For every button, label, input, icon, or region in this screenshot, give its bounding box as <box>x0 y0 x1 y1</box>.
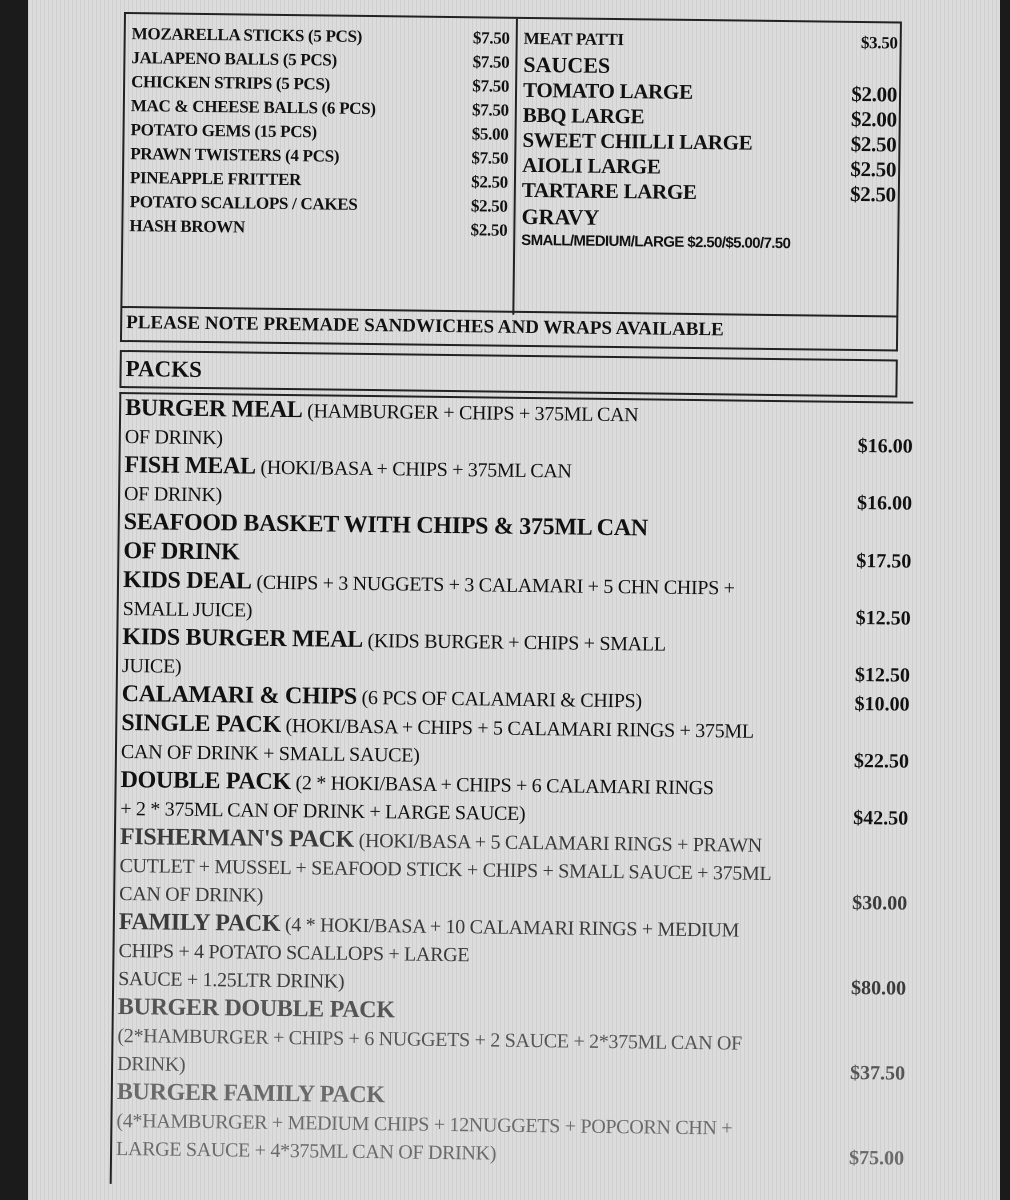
pack-desc-line2: CHIPS + 4 POTATO SCALLOPS + LARGE <box>118 940 470 967</box>
pack-name: BURGER MEAL <box>125 395 303 424</box>
side-item-name: CHICKEN STRIPS (5 PCS) <box>131 72 331 94</box>
pack-desc-line1: (CHIPS + 3 NUGGETS + 3 CALAMARI + 5 CHN CHIPS + <box>256 571 735 600</box>
packs-heading: PACKS <box>119 350 897 398</box>
side-item-price: $2.50 <box>470 220 508 240</box>
sauce-item-price: $2.00 <box>850 106 897 132</box>
pack-desc-line2: + 2 * 375ML CAN OF DRINK + LARGE SAUCE) <box>120 798 526 825</box>
pack-price: $30.00 <box>852 891 908 915</box>
pack-desc-line2: OF DRINK) <box>124 426 223 450</box>
pack-item <box>118 623 911 690</box>
pack-name: FISHERMAN'S PACK <box>119 824 355 853</box>
sauce-item-price: $2.50 <box>850 131 897 157</box>
pack-desc-line2: JUICE) <box>121 655 182 678</box>
side-item-price: $2.50 <box>470 196 508 216</box>
pack-item <box>116 766 909 833</box>
sides-and-sauces-table <box>120 12 902 317</box>
pack-desc-line1: (HAMBURGER + CHIPS + 375ML CAN <box>307 400 639 427</box>
meat-patti-name: MEAT PATTI <box>523 28 624 50</box>
sauce-item-name: BBQ LARGE <box>522 102 645 129</box>
pack-item <box>117 709 910 776</box>
sauce-item-name: AIOLI LARGE <box>522 152 661 179</box>
sauce-item-price: $2.50 <box>849 181 896 207</box>
pack-price: $12.50 <box>855 606 911 630</box>
side-item-name: MOZARELLA STICKS (5 PCS) <box>131 24 363 46</box>
pack-price: $12.50 <box>854 663 911 687</box>
pack-desc-line3: CAN OF DRINK) <box>119 883 264 907</box>
pack-desc-line2: (2*HAMBURGER + CHIPS + 6 NUGGETS + 2 SAUCE + 2*375ML CAN OF <box>117 1024 743 1055</box>
pack-name: FISH MEAL <box>124 452 256 480</box>
pack-price: $10.00 <box>854 692 910 716</box>
pack-desc-line2: OF DRINK <box>123 538 240 566</box>
pack-price: $22.50 <box>853 749 910 773</box>
pack-price: $37.50 <box>849 1061 906 1085</box>
pack-item <box>112 1078 905 1173</box>
gravy-heading: GRAVY <box>521 203 600 230</box>
pack-name: FAMILY PACK <box>118 909 281 937</box>
pack-desc-line1: (2 * HOKI/BASA + CHIPS + 6 CALAMARI RINGS <box>295 772 714 800</box>
side-item-name: PRAWN TWISTERS (4 PCS) <box>130 144 340 166</box>
side-item-name: MAC & CHEESE BALLS (6 PCS) <box>130 96 376 119</box>
sides-list <box>129 22 510 243</box>
premade-note: PLEASE NOTE PREMADE SANDWICHES AND WRAPS AVAILABLE <box>120 308 898 352</box>
pack-name: KIDS DEAL <box>122 567 252 595</box>
column-divider <box>512 19 518 315</box>
pack-desc-line2: CUTLET + MUSSEL + SEAFOOD STICK + CHIPS + SMALL SAUCE + 375ML <box>119 855 772 885</box>
sauce-item-name: TARTARE LARGE <box>521 177 697 205</box>
sauces-heading: SAUCES <box>523 51 611 78</box>
side-item-price: $7.50 <box>472 28 510 48</box>
side-item-name: HASH BROWN <box>129 216 246 237</box>
pack-desc-line3: LARGE SAUCE + 4*375ML CAN OF DRINK) <box>115 1137 497 1165</box>
pack-name: DOUBLE PACK <box>120 767 292 796</box>
pack-desc-line2: CAN OF DRINK + SMALL SAUCE) <box>120 741 420 767</box>
sauces-list <box>521 27 898 257</box>
pack-item <box>120 451 913 518</box>
pack-desc-line2: SMALL JUICE) <box>122 598 253 622</box>
sauce-item-price: $2.50 <box>850 156 897 182</box>
pack-price: $75.00 <box>848 1146 905 1170</box>
pack-item <box>119 508 912 576</box>
pack-name: BURGER DOUBLE PACK <box>117 994 395 1024</box>
sauce-item-name: TOMATO LARGE <box>522 77 693 104</box>
pack-desc-line1: (KIDS BURGER + CHIPS + SMALL <box>367 630 666 656</box>
sauce-item-price: $2.00 <box>851 81 898 107</box>
side-item-price: $5.00 <box>471 124 509 144</box>
pack-price: $17.50 <box>856 549 912 573</box>
pack-name: BURGER FAMILY PACK <box>116 1078 385 1109</box>
pack-item <box>114 908 907 1003</box>
side-item <box>129 214 507 243</box>
pack-price: $16.00 <box>856 491 913 515</box>
menu-frame <box>110 12 939 1192</box>
side-item-price: $7.50 <box>472 76 510 96</box>
side-item-price: $7.50 <box>472 52 510 72</box>
sauce-item-name: SWEET CHILLI LARGE <box>522 127 753 155</box>
pack-price: $42.50 <box>853 806 909 830</box>
side-item-price: $7.50 <box>471 148 509 168</box>
meat-patti-price: $3.50 <box>860 33 898 53</box>
pack-price: $16.00 <box>857 434 913 458</box>
side-item-name: POTATO GEMS (15 PCS) <box>130 120 317 142</box>
pack-name: SEAFOOD BASKET WITH CHIPS & 375ML CAN <box>123 509 648 542</box>
side-item-name: JALAPENO BALLS (5 PCS) <box>131 48 337 70</box>
gravy-sizes: SMALL/MEDIUM/LARGE $2.50/$5.00/7.50 <box>521 231 791 253</box>
pack-desc-line1: (6 PCS OF CALAMARI & CHIPS) <box>361 686 642 713</box>
pack-desc-line2: (4*HAMBURGER + MEDIUM CHIPS + 12NUGGETS + POPCORN CHN + <box>116 1109 733 1140</box>
menu-sheet <box>28 0 1000 1200</box>
pack-desc-line3: SAUCE + 1.25LTR DRINK) <box>118 968 345 993</box>
side-item-price: $7.50 <box>471 100 509 120</box>
pack-name: SINGLE PACK <box>121 710 282 738</box>
pack-desc-line1: (HOKI/BASA + 5 CALAMARI RINGS + PRAWN <box>358 829 763 857</box>
pack-item <box>115 823 908 918</box>
pack-price: $80.00 <box>850 976 907 1000</box>
pack-desc-line2: OF DRINK) <box>123 483 223 507</box>
pack-desc-line1: (4 * HOKI/BASA + 10 CALAMARI RINGS + MEDIUM <box>284 914 740 942</box>
packs-list <box>110 392 914 1194</box>
pack-item <box>119 566 912 633</box>
pack-name: CALAMARI & CHIPS <box>121 681 358 710</box>
pack-desc-line1: (HOKI/BASA + CHIPS + 375ML CAN <box>260 456 572 483</box>
pack-item <box>121 394 914 461</box>
pack-name: KIDS BURGER MEAL <box>122 624 364 653</box>
side-item-name: POTATO SCALLOPS / CAKES <box>129 192 358 214</box>
pack-desc-line3: DRINK) <box>117 1052 186 1076</box>
side-item-name: PINEAPPLE FRITTER <box>129 168 302 190</box>
pack-item <box>113 993 906 1088</box>
side-item-price: $2.50 <box>471 172 509 192</box>
pack-desc-line1: (HOKI/BASA + CHIPS + 5 CALAMARI RINGS + 375ML <box>285 715 754 743</box>
